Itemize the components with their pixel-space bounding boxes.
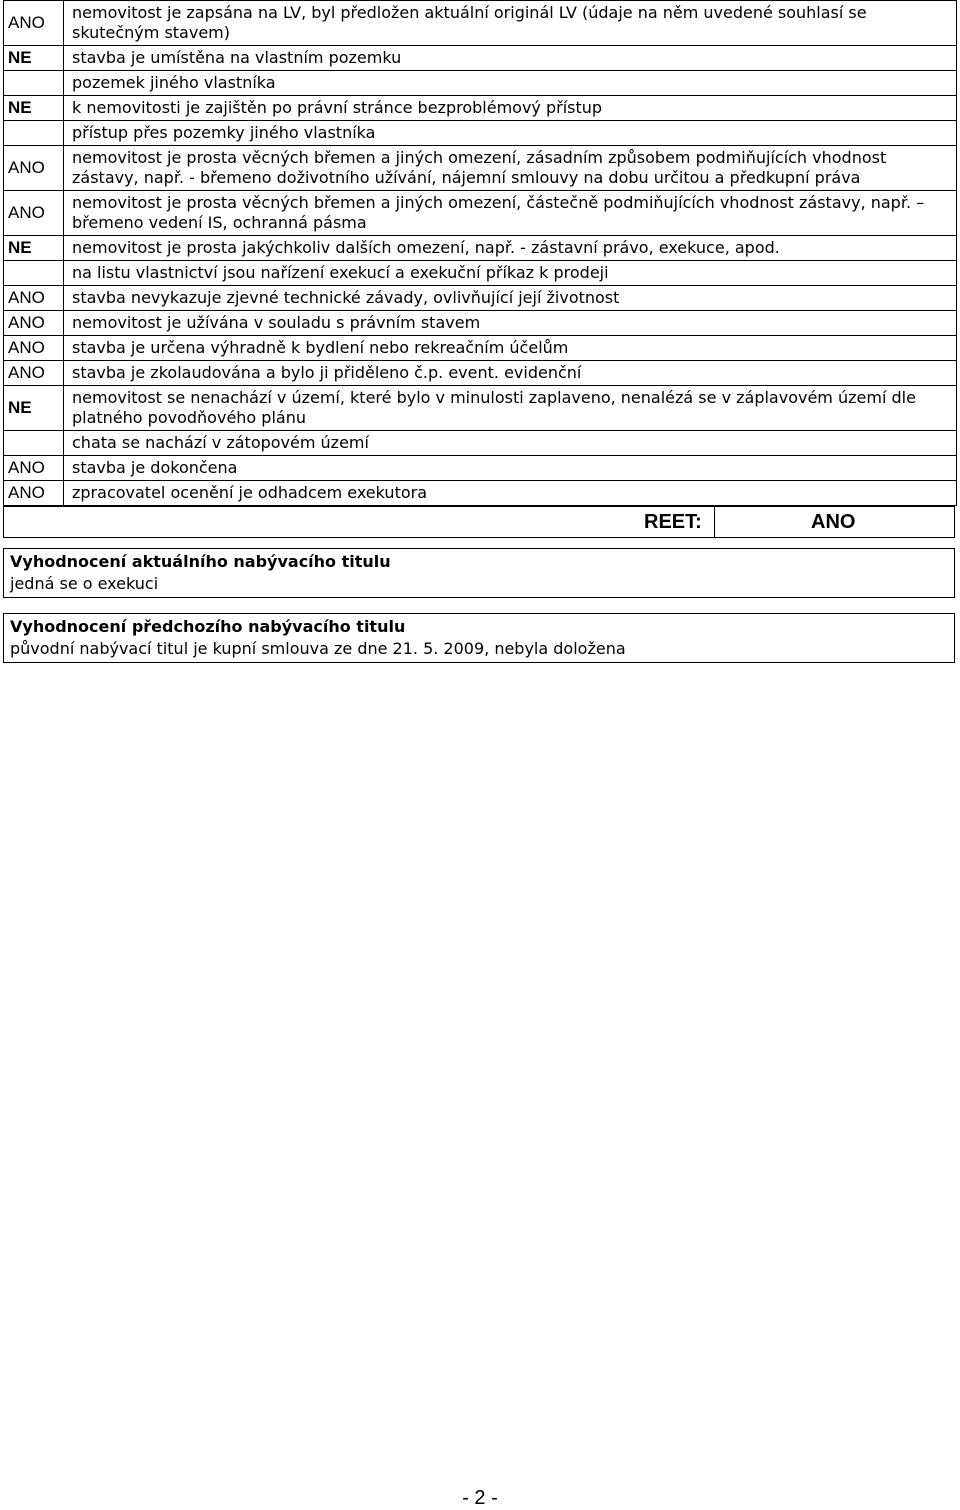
current-title-section bbox=[3, 548, 955, 598]
checklist-answer: ANO bbox=[4, 481, 64, 506]
checklist-body bbox=[4, 1, 957, 506]
checklist-answer: ANO bbox=[4, 361, 64, 386]
checklist-text: stavba je určena výhradně k bydlení nebo rekreačním účelům bbox=[64, 336, 957, 361]
checklist-answer: ANO bbox=[4, 311, 64, 336]
checklist-answer: NE bbox=[4, 46, 64, 71]
checklist-row bbox=[4, 191, 957, 236]
checklist-row bbox=[4, 146, 957, 191]
checklist-row bbox=[4, 1, 957, 46]
checklist-text: nemovitost je prosta věcných břemen a jiných omezení, zásadním způsobem podmiňujících vhodnost zástavy, např. - břemeno doživotního užívání, nájemní smlouvy na dobu určitou a předkupní práva bbox=[64, 146, 957, 191]
checklist-answer: NE bbox=[4, 236, 64, 261]
checklist-text: nemovitost je užívána v souladu s právním stavem bbox=[64, 311, 957, 336]
checklist-text: na listu vlastnictví jsou nařízení exekucí a exekuční příkaz k prodeji bbox=[64, 261, 957, 286]
reet-box bbox=[3, 506, 955, 538]
checklist-text: přístup přes pozemky jiného vlastníka bbox=[64, 121, 957, 146]
checklist-answer: ANO bbox=[4, 286, 64, 311]
checklist-answer bbox=[4, 261, 64, 286]
checklist-answer: ANO bbox=[4, 1, 64, 46]
checklist-answer: NE bbox=[4, 96, 64, 121]
checklist-answer: ANO bbox=[4, 191, 64, 236]
checklist-row bbox=[4, 386, 957, 431]
checklist-answer: ANO bbox=[4, 336, 64, 361]
checklist-text: stavba je umístěna na vlastním pozemku bbox=[64, 46, 957, 71]
current-title-heading: Vyhodnocení aktuálního nabývacího titulu bbox=[10, 552, 391, 571]
checklist-answer bbox=[4, 431, 64, 456]
checklist-row bbox=[4, 46, 957, 71]
checklist-row bbox=[4, 96, 957, 121]
page-number: - 2 - bbox=[462, 1487, 498, 1509]
checklist-text: nemovitost je prosta věcných břemen a jiných omezení, částečně podmiňujících vhodnost zástavy, např. – břemeno vedení IS, ochranná pásma bbox=[64, 191, 957, 236]
checklist-row bbox=[4, 286, 957, 311]
reet-label: REET: bbox=[644, 511, 702, 533]
checklist-row bbox=[4, 236, 957, 261]
current-title-text: jedná se o exekuci bbox=[10, 574, 159, 593]
reet-value-box bbox=[714, 507, 955, 537]
reet-value: ANO bbox=[811, 511, 856, 533]
checklist-text: stavba je dokončena bbox=[64, 456, 957, 481]
checklist-row bbox=[4, 431, 957, 456]
checklist-answer bbox=[4, 121, 64, 146]
checklist-row bbox=[4, 456, 957, 481]
checklist-row bbox=[4, 481, 957, 506]
checklist-row bbox=[4, 311, 957, 336]
checklist-text: nemovitost se nenachází v území, které bylo v minulosti zaplaveno, nenalézá se v záplavovém území dle platného povodňového plánu bbox=[64, 386, 957, 431]
checklist-answer: ANO bbox=[4, 146, 64, 191]
checklist-text: nemovitost je prosta jakýchkoliv dalších omezení, např. - zástavní právo, exekuce, apod. bbox=[64, 236, 957, 261]
previous-title-text: původní nabývací titul je kupní smlouva ze dne 21. 5. 2009, nebyla doložena bbox=[10, 639, 626, 658]
checklist-row bbox=[4, 361, 957, 386]
checklist-text: pozemek jiného vlastníka bbox=[64, 71, 957, 96]
checklist-answer: NE bbox=[4, 386, 64, 431]
checklist-text: nemovitost je zapsána na LV, byl předložen aktuální originál LV (údaje na něm uvedené souhlasí se skutečným stavem) bbox=[64, 1, 957, 46]
checklist-row bbox=[4, 336, 957, 361]
checklist-text: stavba je zkolaudována a bylo ji přiděleno č.p. event. evidenční bbox=[64, 361, 957, 386]
checklist-table bbox=[3, 0, 957, 506]
previous-title-heading: Vyhodnocení předchozího nabývacího titulu bbox=[10, 617, 406, 636]
checklist-answer: ANO bbox=[4, 456, 64, 481]
checklist-text: chata se nachází v zátopovém území bbox=[64, 431, 957, 456]
checklist-text: zpracovatel ocenění je odhadcem exekutora bbox=[64, 481, 957, 506]
checklist-row bbox=[4, 261, 957, 286]
previous-title-section bbox=[3, 613, 955, 663]
checklist-row bbox=[4, 121, 957, 146]
checklist-text: stavba nevykazuje zjevné technické závady, ovlivňující její životnost bbox=[64, 286, 957, 311]
checklist-text: k nemovitosti je zajištěn po právní stránce bezproblémový přístup bbox=[64, 96, 957, 121]
checklist-answer bbox=[4, 71, 64, 96]
checklist-row bbox=[4, 71, 957, 96]
